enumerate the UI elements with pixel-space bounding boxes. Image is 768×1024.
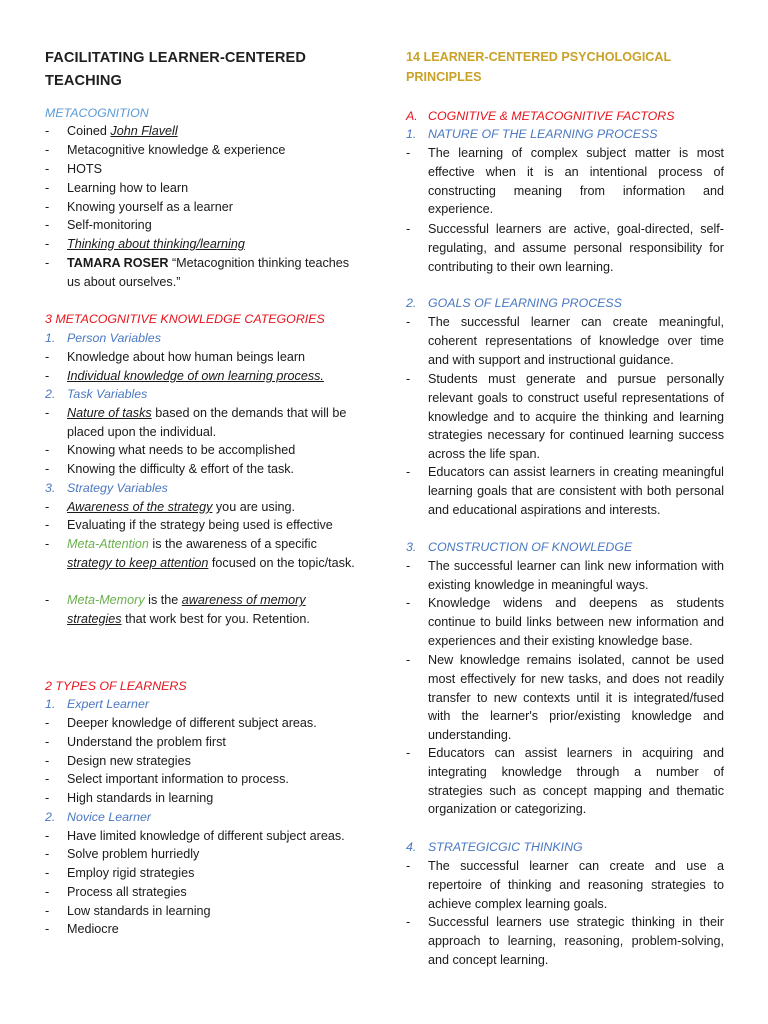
list-item: - Have limited knowledge of different subject areas. (45, 829, 345, 843)
list-item: - Knowledge about how human beings learn (45, 350, 306, 364)
list-item: - Select important information to process. (45, 772, 289, 786)
list-item: - Nature of tasks based on the demands that will be placed upon the individual. (45, 406, 347, 439)
list-item: - Process all strategies (45, 885, 187, 899)
list-item: - Solve problem hurriedly (45, 847, 200, 861)
principles-title-line-2: PRINCIPLES (406, 70, 482, 84)
meta-memory-term: Meta-Memory (67, 593, 145, 607)
list-item: - The successful learner can create and use a repertoire of thinking and reasoning strategies to achieve complex learning goals. (406, 859, 724, 911)
list-item: - Employ rigid strategies (45, 866, 195, 880)
section-heading-construction-of-knowledge: 3. CONSTRUCTION OF KNOWLEDGE (406, 540, 633, 554)
principles-title-line-1: 14 LEARNER-CENTERED PSYCHOLOGICAL (406, 50, 672, 64)
list-item: - Educators can assist learners in acquiring and integrating knowledge through a number of strategies such as concept mapping and thematic organization or categorizing. (406, 746, 724, 817)
list-item: - Learning how to learn (45, 181, 189, 195)
list-item: - Students must generate and pursue personally relevant goals to construct useful representations of knowledge and to acquire the thinking and learning strategies necessary for continued learning success across the life span. (406, 372, 724, 462)
list-item-meta-memory: - Meta-Memory is the awareness of memory strategies that work best for you. Retention. (45, 593, 310, 626)
list-item: - Understand the problem first (45, 735, 226, 749)
list-item: - New knowledge remains isolated, cannot be used most effectively for new tasks, and does not readily transfer to new contexts until it is integrated/fused with the learner's prior/existing knowledge and understanding. (406, 653, 724, 743)
list-item: - Thinking about thinking/learning (45, 237, 245, 251)
document-title-line-1: FACILITATING LEARNER-CENTERED (45, 50, 306, 66)
list-item: - High standards in learning (45, 791, 214, 805)
metacognition-heading: METACOGNITION (45, 106, 149, 120)
list-item: - The successful learner can link new information with existing knowledge in meaningful ways. (406, 559, 724, 592)
list-item: - Mediocre (45, 922, 119, 936)
list-item: - Successful learners are active, goal-directed, self-regulating, and assume personal responsibility for contributing to their own learning. (406, 222, 724, 274)
list-item: - Metacognitive knowledge & experience (45, 143, 286, 157)
strategy-variables-heading: 3. Strategy Variables (45, 481, 168, 495)
john-flavell-text: John Flavell (110, 124, 178, 138)
list-item: - Design new strategies (45, 754, 191, 768)
list-item-meta-attention: - Meta-Attention is the awareness of a specific strategy to keep attention focused on the topic/task. (45, 537, 355, 570)
quote-text: “Metacognition thinking teaches us about ourselves.” (67, 256, 350, 289)
document-title (45, 47, 306, 93)
list-item: - Individual knowledge of own learning process. (45, 369, 324, 383)
list-item: - HOTS (45, 162, 102, 176)
list-item: - Educators can assist learners in creating meaningful learning goals that are consistent with both personal and educational aspirations and interests. (406, 465, 724, 517)
list-item: - Awareness of the strategy you are using. (45, 500, 296, 514)
list-item: - Evaluating if the strategy being used is effective (45, 518, 333, 532)
expert-learner-heading: 1. Expert Learner (45, 697, 149, 711)
section-heading-strategic-thinking: 4. STRATEGICGIC THINKING (406, 840, 583, 854)
list-item: - Deeper knowledge of different subject areas. (45, 716, 317, 730)
list-item: - Low standards in learning (45, 904, 211, 918)
bullet-dash: - (45, 124, 50, 138)
list-item: - The learning of complex subject matter is most effective when it is an intentional process of constructing meaning from information and experience. (406, 146, 724, 217)
section-heading-goals-of-learning: 2. GOALS OF LEARNING PROCESS (406, 296, 622, 310)
task-variables-heading: 2. Task Variables (45, 387, 148, 401)
document-title-line-2: TEACHING (45, 73, 123, 89)
list-item: - Successful learners use strategic thinking in their approach to learning, reasoning, problem-solving, and concept learning. (406, 915, 724, 967)
list-item: - Knowledge widens and deepens as students continue to build links between new information and experiences and their existing knowledge base. (406, 596, 724, 648)
list-item-quote: - TAMARA ROSER “Metacognition thinking teaches us about ourselves.” (45, 256, 350, 289)
person-variables-heading: 1. Person Variables (45, 331, 161, 345)
list-item: - Coined John Flavell (45, 122, 363, 141)
learners-heading: 2 TYPES OF LEARNERS (45, 679, 187, 693)
list-item: - Knowing the difficulty & effort of the task. (45, 462, 295, 476)
principles-title (406, 47, 671, 87)
categories-heading: 3 METACOGNITIVE KNOWLEDGE CATEGORIES (45, 312, 325, 326)
section-heading-nature-of-learning: 1. NATURE OF THE LEARNING PROCESS (406, 127, 658, 141)
list-item: - Knowing yourself as a learner (45, 200, 233, 214)
list-item: - Self-monitoring (45, 218, 152, 232)
cognitive-factors-heading: A. COGNITIVE & METACOGNITIVE FACTORS (406, 109, 675, 123)
list-item: - Knowing what needs to be accomplished (45, 443, 296, 457)
list-item: - The successful learner can create meaningful, coherent representations of knowledge over time and with support and instructional guidance. (406, 315, 724, 367)
quote-author: TAMARA ROSER (67, 256, 169, 270)
novice-learner-heading: 2. Novice Learner (45, 810, 152, 824)
meta-attention-term: Meta-Attention (67, 537, 149, 551)
